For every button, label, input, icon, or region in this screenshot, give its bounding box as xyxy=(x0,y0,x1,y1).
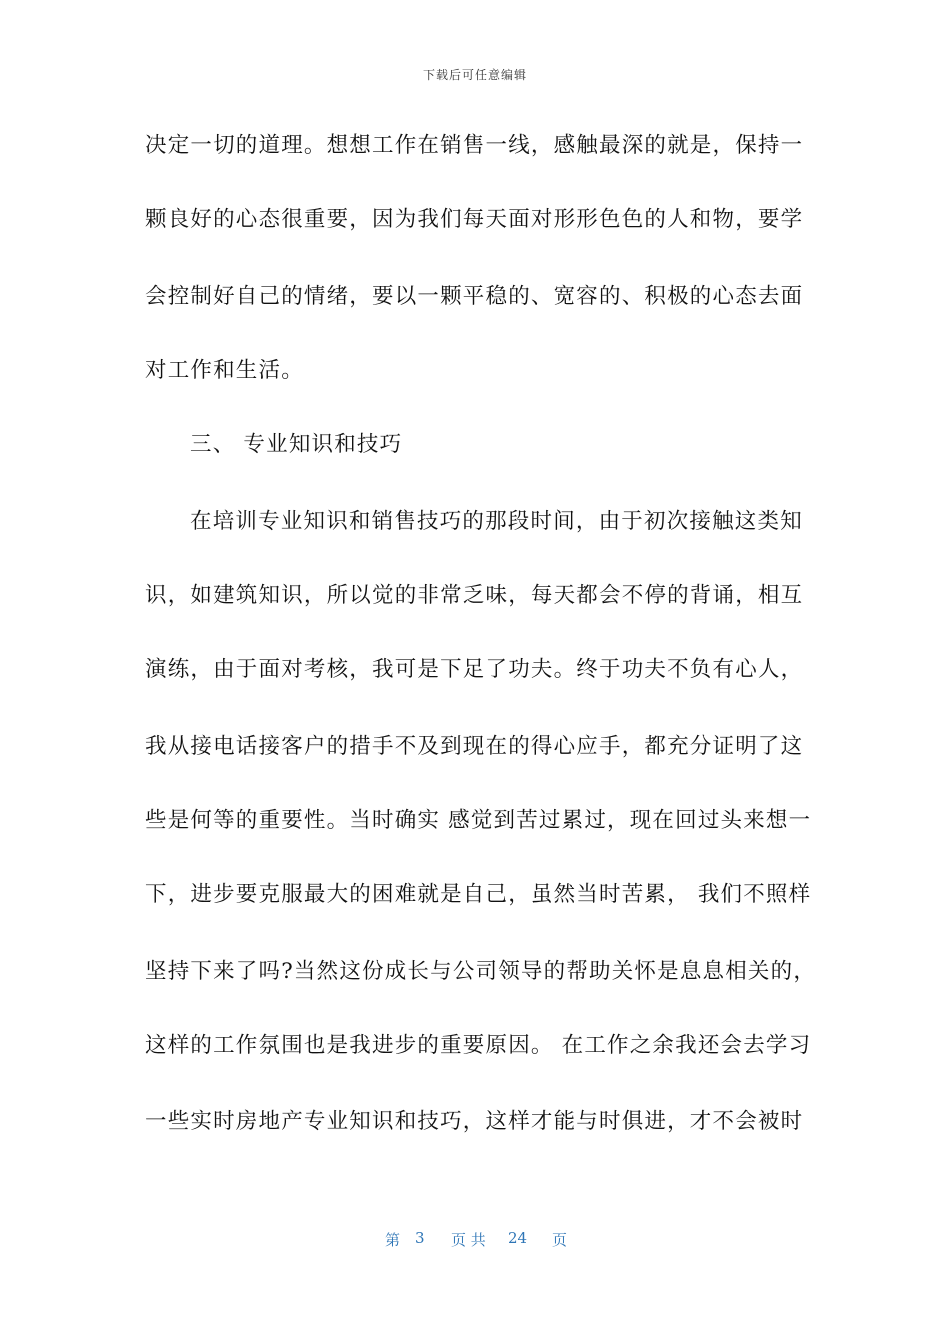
text-line: 会控制好自己的情绪，要以一颗平稳的、宽容的、积极的心态去面 xyxy=(145,284,804,309)
text-line: 在培训专业知识和销售技巧的那段时间，由于初次接触这类知 xyxy=(190,509,803,534)
text-line: 演练，由于面对考核，我可是下足了功夫。终于功夫不负有心人， xyxy=(145,657,804,682)
text-line: 颗良好的心态很重要，因为我们每天面对形形色色的人和物，要学 xyxy=(145,207,804,232)
footer-prefix: 第 xyxy=(385,1231,401,1249)
text-line: 些是何等的重要性。当时确实 感觉到苦过累过，现在回过头来想一 xyxy=(145,808,812,833)
footer-suffix: 页 xyxy=(552,1231,568,1249)
text-line: 决定一切的道理。想想工作在销售一线，感触最深的就是，保持一 xyxy=(145,133,804,158)
text-line: 一些实时房地产专业知识和技巧，这样才能与时俱进，才不会被时 xyxy=(145,1109,804,1134)
text-line: 下，进步要克服最大的困难就是自己，虽然当时苦累， 我们不照样 xyxy=(145,882,812,907)
section-heading: 三、 专业知识和技巧 xyxy=(190,432,403,457)
footer-current-page: 3 xyxy=(415,1229,425,1247)
text-line: 这样的工作氛围也是我进步的重要原因。 在工作之余我还会去学习 xyxy=(145,1033,812,1058)
text-line: 坚持下来了吗?当然这份成长与公司领导的帮助关怀是息息相关的， xyxy=(145,959,817,984)
page-header-note: 下载后可任意编辑 xyxy=(422,68,527,82)
footer-total-pages: 24 xyxy=(508,1229,528,1247)
text-line: 识，如建筑知识，所以觉的非常乏味，每天都会不停的背诵，相互 xyxy=(145,583,804,608)
footer-middle: 页 共 xyxy=(451,1231,486,1249)
text-line: 我从接电话接客户的措手不及到现在的得心应手，都充分证明了这 xyxy=(145,734,804,759)
text-line: 对工作和生活。 xyxy=(145,358,304,383)
